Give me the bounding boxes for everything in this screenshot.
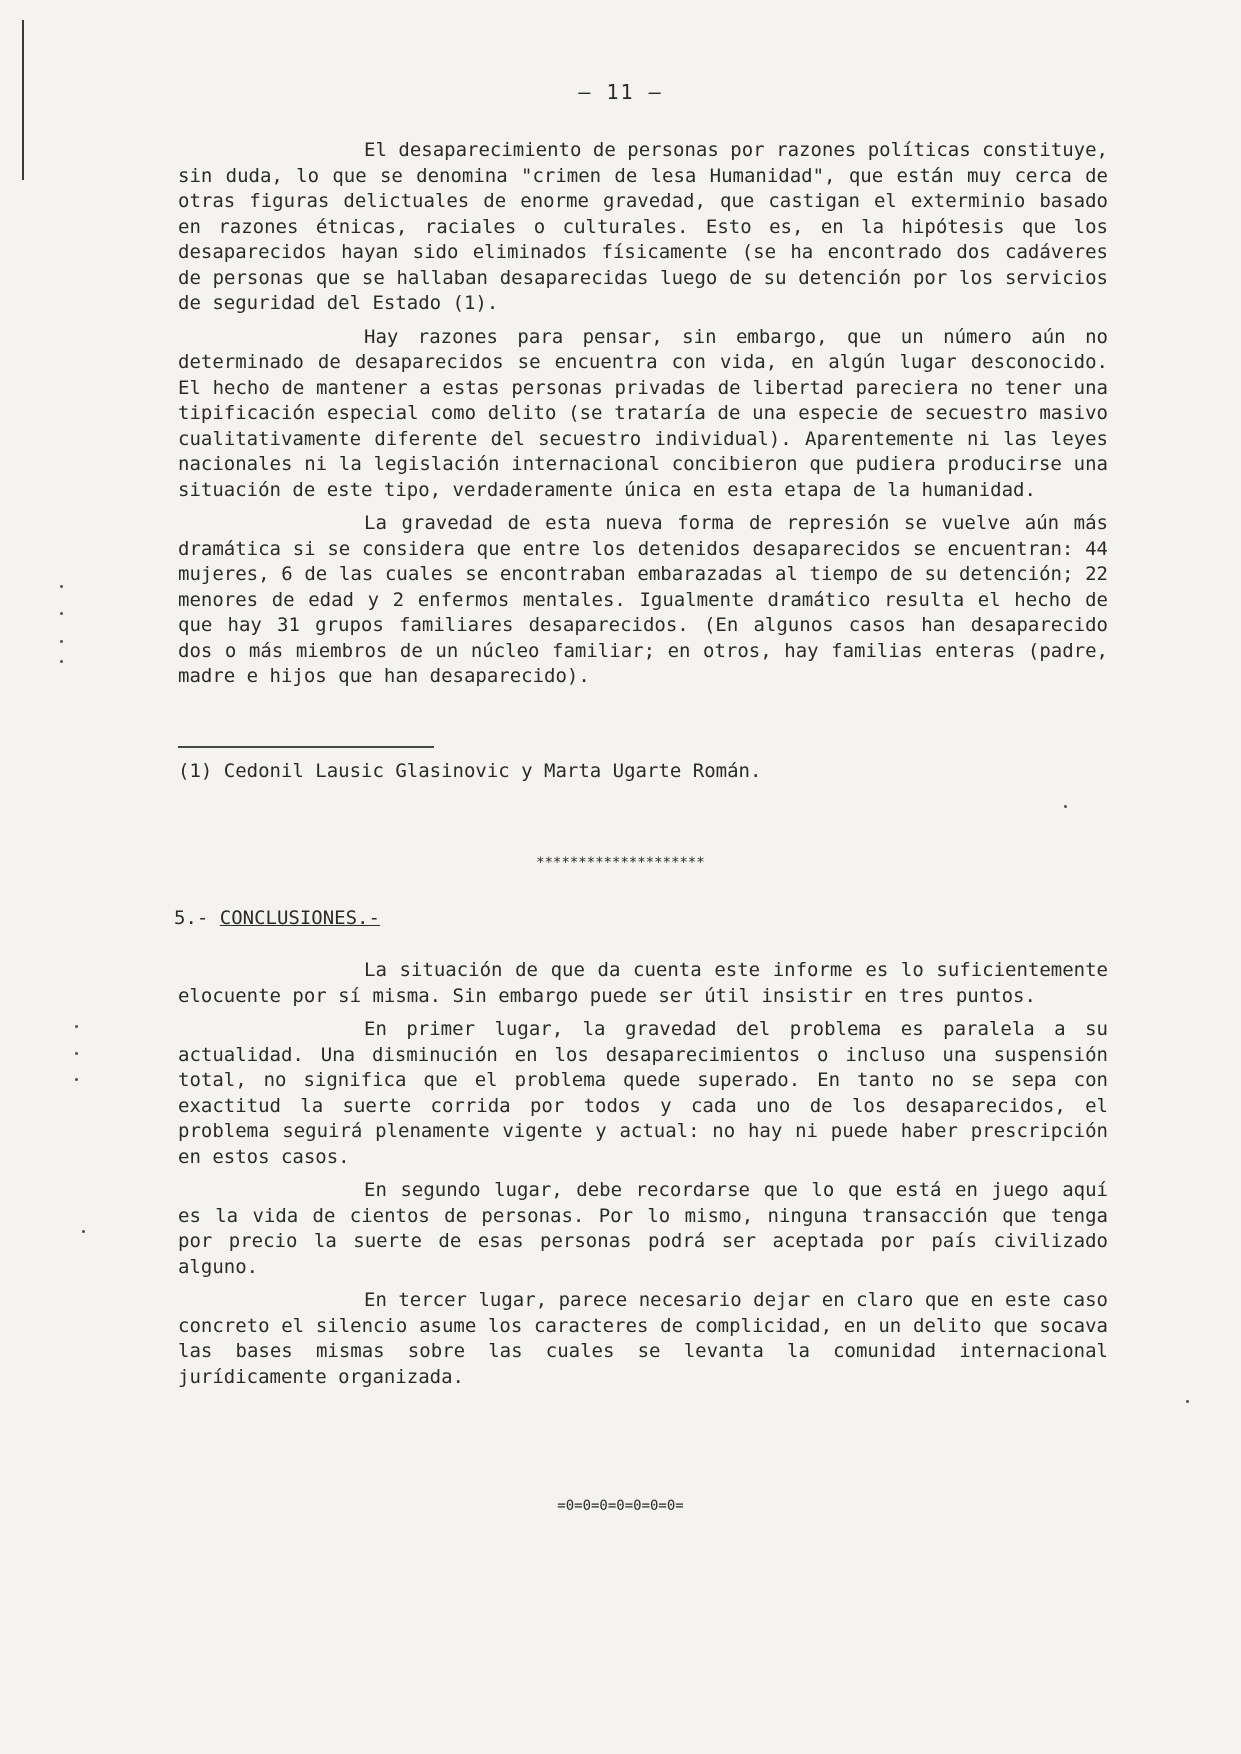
scan-speck	[75, 1052, 78, 1055]
scan-speck	[75, 1025, 78, 1028]
page-number: — 11 —	[578, 80, 663, 104]
star-separator: ∗∗∗∗∗∗∗∗∗∗∗∗∗∗∗∗∗∗∗∗	[536, 852, 705, 868]
paragraph-3: La gravedad de esta nueva forma de represión se vuelve aún más dramática si se considera que entre los detenidos desaparecidos se encuentran: 44 mujeres, 6 de las cuales se encontraban embarazadas al tiempo de su detención; 22 menores de edad y 2 enfermos mentales. Igualmente dramático resulta el hecho de que hay 31 grupos familiares desaparecidos. (En algunos casos han desaparecido dos o más miembros de un núcleo familiar; en otros, hay familias enteras (padre, madre e hijos que han desaparecido).	[178, 512, 1108, 687]
scan-speck	[60, 612, 63, 615]
scan-speck	[1186, 1400, 1189, 1403]
scan-speck	[1064, 805, 1067, 808]
section-heading	[174, 907, 380, 929]
conclusion-paragraph-1: La situación de que da cuenta este informe es lo suficientemente elocuente por sí misma. Sin embargo puede ser útil insistir en tres puntos.	[178, 959, 1108, 1007]
section-body-5	[178, 958, 1108, 1398]
footnote: (1) Cedonil Lausic Glasinovic y Marta Ugarte Román.	[178, 760, 762, 782]
paragraph-1: El desaparecimiento de personas por razones políticas constituye, sin duda, lo que se denomina "crimen de lesa Humanidad", que están muy cerca de otras figuras delictuales de enorme gravedad, que castigan el exterminio basado en razones étnicas, raciales o culturales. Esto es, en la hipótesis que los desaparecidos hayan sido eliminados físicamente (se ha encontrado dos cadáveres de personas que se hallaban desaparecidas luego de su detención por los servicios de seguridad del Estado (1).	[178, 139, 1108, 314]
conclusion-paragraph-3: En segundo lugar, debe recordarse que lo que está en juego aquí es la vida de cientos de personas. Por lo mismo, ninguna transacción que tenga por precio la suerte de esas personas podrá ser aceptada por país civilizado alguno.	[178, 1179, 1108, 1278]
paragraph-2: Hay razones para pensar, sin embargo, que un número aún no determinado de desaparecidos se encuentra con vida, en algún lugar desconocido. El hecho de mantener a estas personas privadas de libertad pareciera no tener una tipificación especial como delito (se trataría de una especie de secuestro masivo cualitativamente diferente del secuestro individual). Aparentemente ni las leyes nacionales ni la legislación internacional concibieron que pudiera producirse una situación de este tipo, verdaderamente única en esta etapa de la humanidad.	[178, 325, 1108, 501]
scan-speck	[60, 585, 63, 588]
scan-speck	[75, 1078, 78, 1081]
section-title: CONCLUSIONES.-	[219, 907, 380, 929]
conclusion-paragraph-2: En primer lugar, la gravedad del problema es paralela a su actualidad. Una disminución en los desaparecimientos o incluso una suspensión total, no significa que el problema quede superado. En tanto no se sepa con exactitud la suerte corrida por todos y cada uno de los desaparecidos, el problema seguirá plenamente vigente y actual: no hay ni puede haber prescripción en estos casos.	[178, 1018, 1108, 1168]
conclusion-paragraph-4: En tercer lugar, parece necesario dejar en claro que en este caso concreto el silencio asume los caracteres de complicidad, en un delito que socava las bases mismas sobre las cuales se levanta la comunidad internacional jurídicamente organizada.	[178, 1289, 1108, 1388]
scan-speck	[60, 640, 63, 643]
end-mark: =0=0=0=0=0=0=0=	[557, 1498, 684, 1514]
footnote-divider	[178, 746, 434, 748]
scan-speck	[82, 1230, 85, 1233]
section-body-1	[178, 138, 1108, 698]
section-number: 5.-	[174, 907, 209, 929]
scan-speck	[60, 660, 63, 663]
